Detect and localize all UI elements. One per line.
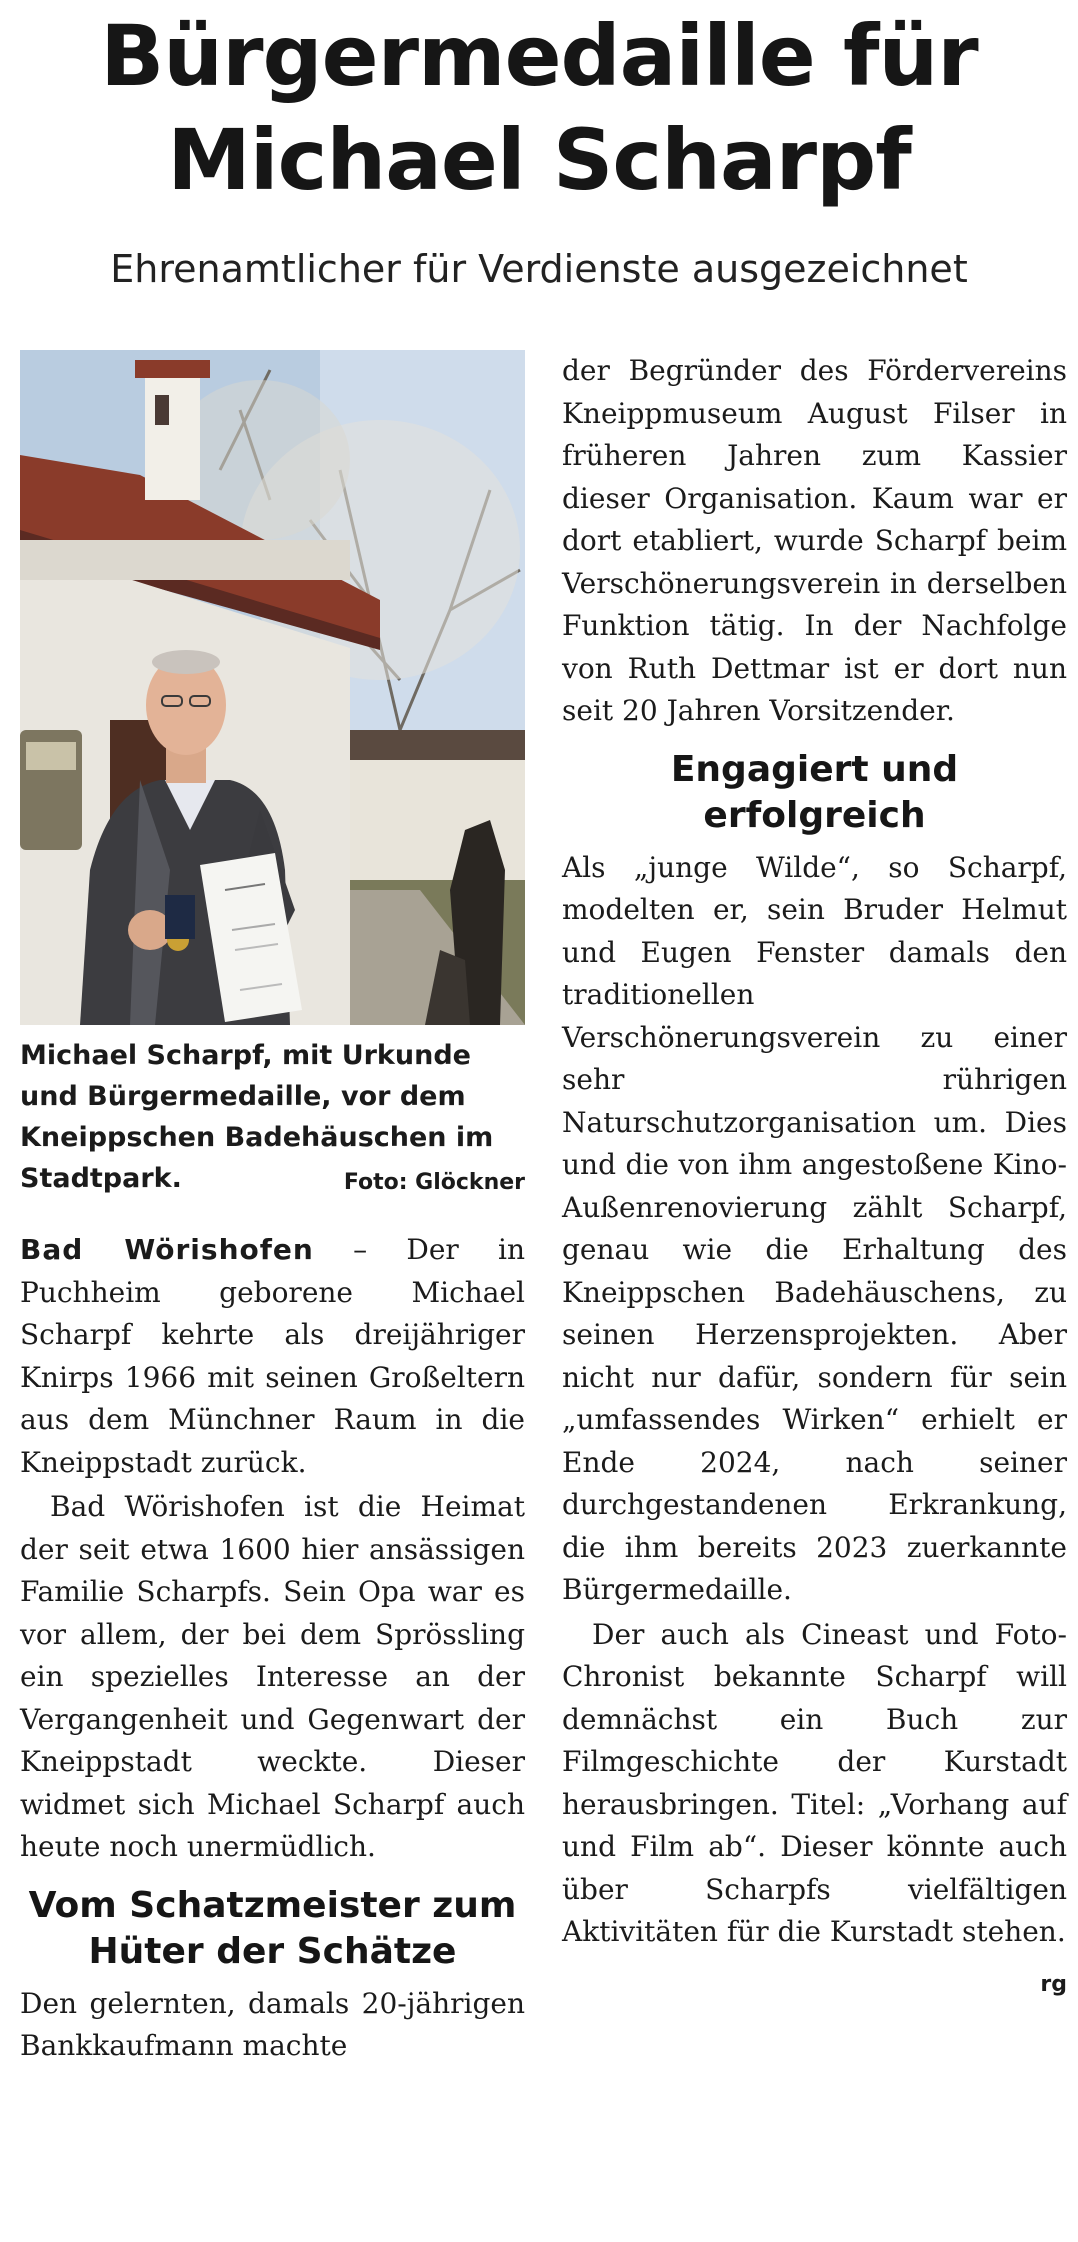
paragraph-2: Bad Wörishofen ist die Heimat der seit etwa 1600 hier ansässigen Familie Scharpfs. Sein Opa war es vor allem, der bei dem Sprössling ein spezielles Interesse an der Vergangenheit und Gegenwart der Kneippstadt weckte. Dieser widmet sich Michael Scharpf auch heute noch unermüdlich. (20, 1490, 525, 1863)
paragraph-1-text: – Der in Puchheim geborene Michael Scharpf kehrte als dreijähriger Knirps 1966 mit seinen Großeltern aus dem Münchner Raum in die Kneippstadt zurück. (20, 1233, 526, 1479)
left-column (20, 350, 525, 2230)
article-photo (20, 350, 525, 1025)
right-body (562, 350, 1067, 1997)
headline-line-1: Bürgermedaille für (100, 7, 978, 105)
paragraph-3: Den gelernten, damals 20-jährigen Bankkaufmann machte (20, 1986, 525, 2062)
caption-text: Michael Scharpf, mit Urkunde und Bürgermedaille, vor dem Kneippschen Badehäuschen im Stadtpark. (20, 1040, 494, 1194)
paragraph-5: Als „junge Wilde“, so Scharpf, modelten er, sein Bruder Helmut und Eugen Fenster damals den traditionellen Verschönerungsverein zu einer sehr rührigen Naturschutzorganisation um. Dies und die von ihm angestoßene Kino-Außenrenovierung zählt Scharpf, genau wie die Erhaltung des Kneippschen Badehäuschens, zu seinen Herzensprojekten. Aber nicht nur dafür, sondern für sein „umfassendes Wirken“ erhielt er Ende 2024, nach seiner durchgestandenen Erkrankung, die ihm bereits 2023 zuerkannte Bürgermedaille. (562, 850, 1067, 1606)
right-column (562, 350, 1067, 2230)
subhead-engagiert: Engagiert und erfolgreich (670, 748, 959, 836)
left-body (20, 1229, 525, 2068)
paragraph-1 (20, 1229, 525, 1484)
subhead-schatzmeister: Vom Schatzmeister zum Hüter der Schätze (28, 1884, 517, 1972)
photo-caption (20, 1035, 525, 1199)
paragraph-4: der Begründer des Fördervereins Kneippmuseum August Filser in früheren Jahren zum Kassier dieser Organisation. Kaum war er dort etabliert, wurde Scharpf beim Verschönerungsverein in derselben Funktion tätig. In der Nachfolge von Ruth Dettmar ist er dort nun seit 20 Jahren Vorsitzender. (562, 354, 1067, 727)
paragraph-6-text: Der auch als Cineast und Foto-Chronist bekannte Scharpf will demnächst ein Buch zur Filmgeschichte der Kurstadt herausbringen. Titel: „Vorhang auf und Film ab“. Dieser könnte auch über Scharpfs vielfältigen Aktivitäten für die Kurstadt stehen. (562, 1617, 1067, 1948)
dateline: Bad Wörishofen (20, 1233, 314, 1266)
author-initials: rg (1040, 1971, 1067, 1997)
article-headline (0, 4, 1078, 212)
paragraph-6 (562, 1614, 1067, 1997)
photo-credit: Foto: Glöckner (343, 1170, 525, 1195)
headline-line-2: Michael Scharpf (167, 111, 911, 209)
article-subline: Ehrenamtlicher für Verdienste ausgezeichnet (110, 247, 968, 291)
